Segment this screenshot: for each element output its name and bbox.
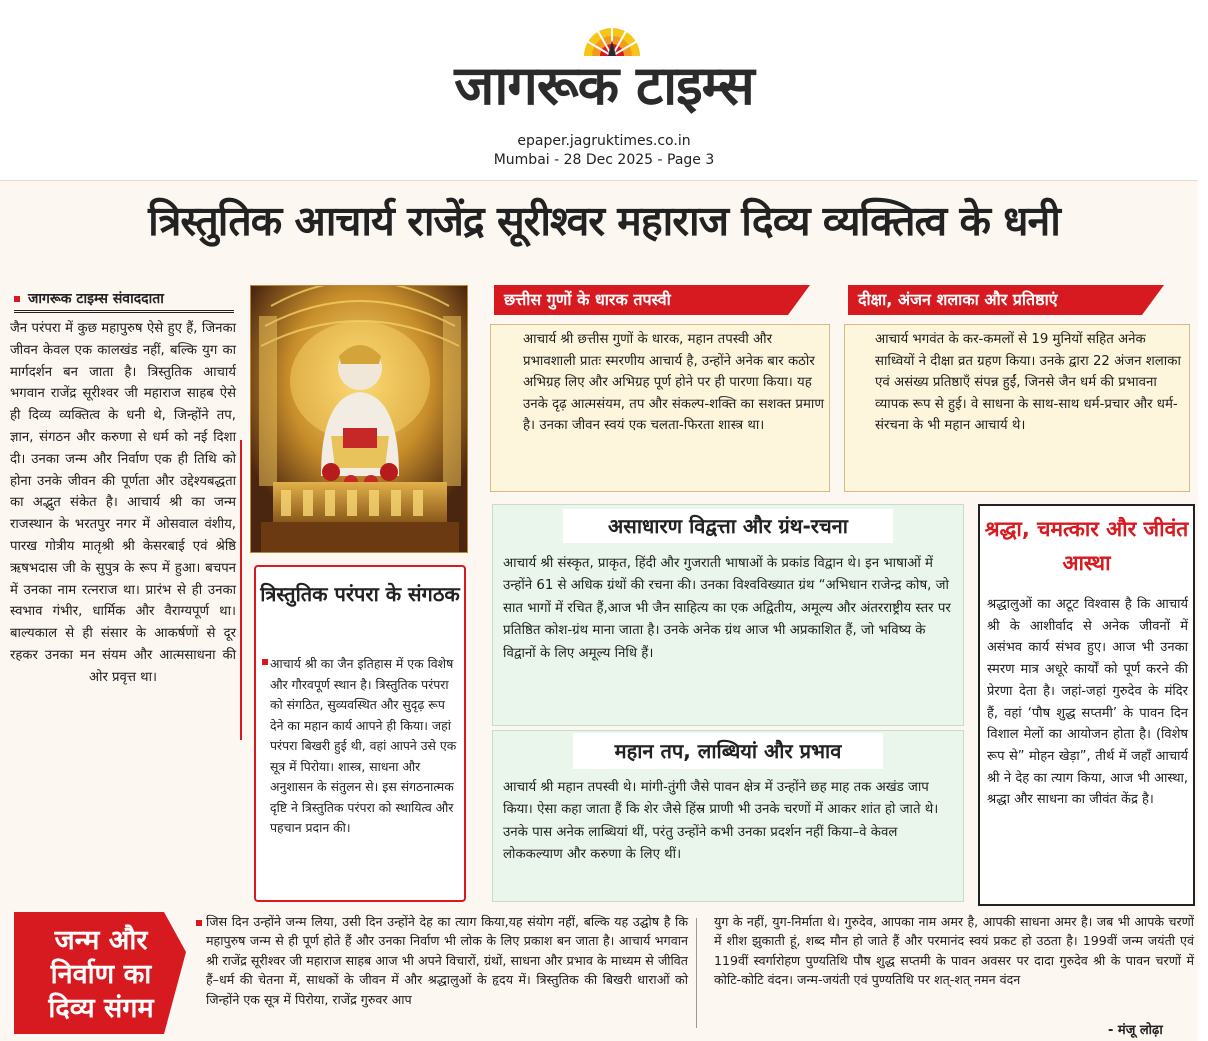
tap-title: महान तप, लाब्धियां और प्रभाव	[573, 733, 883, 769]
janm-label	[14, 912, 186, 1034]
vidvatta-text: आचार्य श्री संस्कृत, प्राकृत, हिंदी और गुजराती भाषाओं के प्रकांड विद्वान थे। इन भाषाओं में उन्होंने 61 से अधिक ग्रंथों की रचना की। उनका विश्वविख्यात ग्रंथ “अभिधान राजेन्द्र कोष, जो सात भागों में रचित हैं,आज भी जैन साहित्य का एक अद्वितीय, अमूल्य और अंतरराष्ट्रीय स्तर पर प्रतिष्ठित कोश-ग्रंथ माना जाता है। उनके अनेक ग्रंथ आज भी अप्रकाशित हैं, जो भविष्य के विद्वानों के लिए अमूल्य निधि हैं।	[503, 556, 951, 661]
bullet-icon	[14, 296, 20, 302]
byline-rule	[14, 310, 234, 313]
diksha-tag: दीक्षा, अंजन शलाका और प्रतिष्ठाएं	[848, 285, 1142, 315]
acharya-idol-photo	[250, 285, 468, 553]
tristutik-title: त्रिस्तुतिक परंपरा के संगठक	[260, 582, 460, 606]
shraddha-title: श्रद्धा, चमत्कार और जीवंत आस्था	[984, 517, 1189, 575]
janm-text-right: युग के नहीं, युग-निर्माता थे। गुरुदेव, आपका नाम अमर है, आपकी साधना अमर है। जब भी आपके चरणों में शीश झुकाती हूं, शब्द मौन हो जाते हैं और परमानंद स्वयं प्रकट हो उठता है। 199वीं जन्म जयंती एवं 119वीं स्वर्गारोहण पुण्यतिथि पौष शुद्ध सप्तमी के पावन अवसर पर दादा गुरुदेव श्री के पावन चरणों में कोटि-कोटि वंदन। जन्म-जयंती एवं पुण्यतिथि पर शत्-शत् नमन वंदन	[714, 914, 1194, 988]
vidvatta-box	[492, 504, 964, 726]
chhatis-box	[490, 324, 830, 492]
byline-text: जागरूक टाइम्स संवाददाता	[28, 291, 164, 307]
janm-text-left: जिस दिन उन्होंने जन्म लिया, उसी दिन उन्होंने देह का त्याग किया,यह संयोग नहीं, बल्कि यह उद्घोष है कि महापुरुष जन्म से ही पूर्ण होते हैं और उनका निर्वाण भी लोक के लिए प्रकाश बन जाता है। आचार्य भगवान श्री राजेंद्र सूरीश्वर जी महाराज साहब आज भी अपने विचारों, ग्रंथों, साधना और प्रभाव के माध्यम से जीवित हैं–धर्म की चेतना में, साधकों के जीवन में और श्रद्धालुओं के हृदय में। त्रिस्तुतिक की बिखरी धाराओं को जिन्होंने एक सूत्र में पिरोया, राजेंद्र गुरुवर आप	[206, 914, 688, 1007]
janm-title: जन्म और निर्वाण का दिव्य संगम	[48, 925, 154, 1024]
column-rule	[240, 440, 242, 740]
chhatis-text: आचार्य श्री छत्तीस गुणों के धारक, महान तपस्वी और प्रभावशाली प्रातः स्मरणीय आचार्य है, उन्होंने अनेक बार कठोर अभिग्रह लिए और अभिग्रह पूर्ण होने पर ही पारणा किया। यह उनके दृढ़ आत्मसंयम, तप और संकल्प-शक्ति का सशक्त प्रमाण है। उनका जीवन स्वयं एक चलता-फिरता शास्त्र था।	[523, 332, 824, 433]
tap-box	[492, 730, 964, 902]
edition-info: Mumbai - 28 Dec 2025 - Page 3	[493, 152, 715, 168]
byline	[14, 289, 164, 308]
diksha-box	[844, 324, 1190, 492]
author-signature: - मंजू लोढ़ा	[1108, 1023, 1163, 1038]
chhatis-tag: छत्तीस गुणों के धारक तपस्वी	[494, 285, 788, 315]
newspaper-logo[interactable]	[404, 6, 804, 116]
diksha-text: आचार्य भगवंत के कर-कमलों से 19 मुनियों सहित अनेक साध्वियों ने दीक्षा व्रत ग्रहण किया। उनके द्वारा 22 अंजन शलाका एवं असंख्य प्रतिष्ठाएँ संपन्न हुईं, जिनसे जैन धर्म की प्रभावना व्यापक रूप से हुई। वे साधना के साथ-साथ धर्म-प्रचार और धर्म-संरचना के भी महान आचार्य थे।	[875, 332, 1181, 433]
epaper-url[interactable]: epaper.jagruktimes.co.in	[517, 133, 691, 149]
shraddha-box	[978, 504, 1195, 906]
logo-wordmark: जागरूक टाइम्स	[454, 54, 754, 117]
page-headline: त्रिस्तुतिक आचार्य राजेंद्र सूरीश्वर महाराज दिव्य व्यक्तित्व के धनी	[148, 197, 1060, 245]
tap-text: आचार्य श्री महान तपस्वी थे। मांगी-तुंगी जैसे पावन क्षेत्र में उन्होंने छह माह तक अखंड जाप किया। ऐसा कहा जाता हैं कि शेर जैसे हिंस्र प्राणी भी उनके चरणों में आकर शांत हो जाते थे। उनके पास अनेक लाब्धियां थीं, परंतु उन्होंने कभी उनका प्रदर्शन नहीं किया–वे केवल लोककल्याण और करुणा के लिए थीं।	[503, 780, 939, 863]
masthead	[0, 0, 1208, 178]
bullet-icon	[262, 659, 268, 665]
tristutik-text: आचार्य श्री का जैन इतिहास में एक विशेष और गौरवपूर्ण स्थान है। त्रिस्तुतिक परंपरा को संगठित, सुव्यवस्थित और सुदृढ़ रूप देने का महान कार्य आपने ही किया। जहां परंपरा बिखरी हुई थी, वहां आपने उसे एक सूत्र में पिरोया। शास्त्र, साधना और अनुशासन के संतुलन से। इस संगठनात्मक दृष्टि ने त्रिस्तुतिक परंपरा को स्थायित्व और पहचान प्रदान की।	[270, 656, 457, 835]
bullet-icon	[196, 920, 202, 926]
shraddha-text: श्रद्धालुओं का अटूट विश्वास है कि आचार्य श्री के आशीर्वाद से अनेक जीवनों में असंभव कार्य संभव हुए। आज भी उनका स्मरण मात्र अधूरे कार्यों को पूर्ण करने की प्रेरणा देता है। जहां-जहां गुरुदेव के मंदिर हैं, वहां ‘पौष शुद्ध सप्तमी’ के पावन दिन विशाल मेलों का आयोजन होता है। (विशेष रूप से” मोहन खेड़ा”, तीर्थ में जहाँ आचार्य श्री ने देह का त्याग किया, आज भी आस्था, श्रद्धा और साधना का जीवंत केंद्र है।	[987, 597, 1188, 808]
column-divider	[696, 918, 697, 1028]
idol-illustration	[251, 286, 468, 553]
vidvatta-title: असाधारण विद्वत्ता और ग्रंथ-रचना	[563, 509, 893, 543]
intro-column: जैन परंपरा में कुछ महापुरुष ऐसे हुए हैं, जिनका जीवन केवल एक कालखंड नहीं, बल्कि युग का मार्गदर्शन बन जाता है। त्रिस्तुतिक आचार्य भगवान राजेंद्र सूरीश्वर जी महाराज साहब ऐसे ही दिव्य व्यक्तित्व के धनी थे, जिन्होंने तप, ज्ञान, संगठन और करुणा से धर्म को नई दिशा दी। उनका जन्म और निर्वाण एक ही तिथि को होना उनके जीवन की पूर्णता और उद्देश्यबद्धता का अद्भुत संकेत है। आचार्य श्री का जन्म राजस्थान के भरतपुर नगर में ओसवाल वंशीय, पारख गोत्रीय मातृश्री श्री केसरबाई एवं श्रेष्ठि ऋषभदास जी के सुपुत्र के रूप में हुआ। बचपन में उनका नाम रत्नराज था। प्रारंभ से ही उनका स्वभाव गंभीर, धार्मिक और वैराग्यपूर्ण था। बाल्यकाल से ही संसार के आकर्षणों से दूर रहकर उनका मन संयम और आत्मसाधना की ओर प्रवृत्त था।	[10, 321, 236, 685]
tristutik-box	[254, 565, 466, 902]
